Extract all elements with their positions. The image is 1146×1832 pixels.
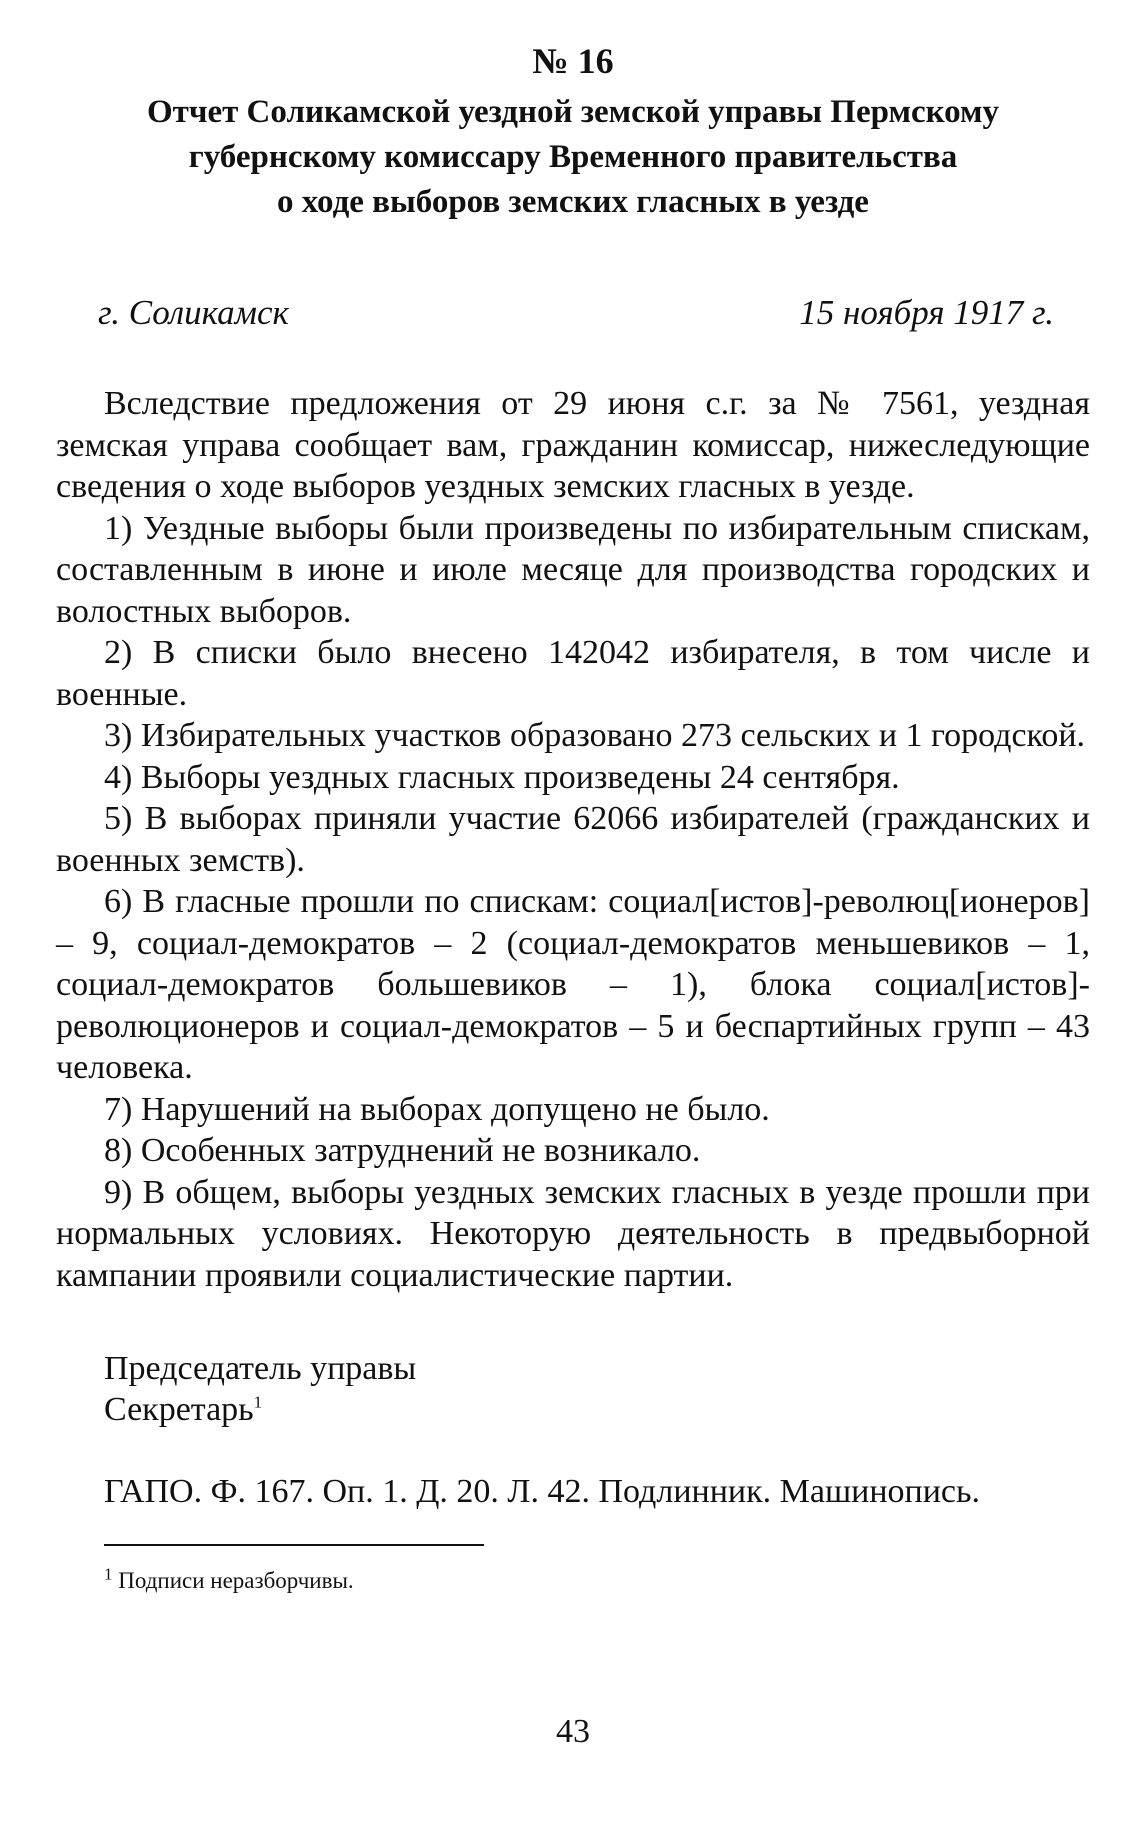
footnote-text: Подписи неразборчивы. — [118, 1568, 354, 1593]
body-paragraph: 3) Избирательных участков образовано 273 сельских и 1 городской. — [104, 717, 1086, 754]
footnote — [56, 1566, 1090, 1596]
footnote-mark: 1 — [104, 1564, 113, 1584]
secretary-signature: Секретарь — [104, 1391, 254, 1428]
body-paragraph: 7) Нарушений на выборах допущено не было. — [104, 1090, 770, 1128]
document-title-line: губернскому комиссару Временного правительства — [188, 139, 958, 175]
body-paragraph: Вследствие предложения от 29 июня с.г. за № 7561, уездная земская управа сообщает вам, гражданин комиссар, нижеследующие сведения о ходе выборов уездных земских гласных в уезде. — [56, 385, 1090, 505]
body-paragraph: 1) Уездные выборы были произведены по избирательным спискам, составленным в июне и июле месяце для производства городских и волостных выборов. — [56, 509, 1090, 630]
body-paragraph: 6) В гласные прошли по спискам: социал[истов]-революц[ионеров] – 9, социал-демократов – 2 (социал-демократов меньшевиков – 1, социал-демократов большевиков – 1), блока социал[истов]-революционеров и социал-демократов – 5 и беспартийных групп – 43 человека. — [56, 883, 1090, 1086]
document-title — [56, 90, 1090, 225]
document-title-line: Отчет Соликамской уездной земской управы Пермскому — [146, 94, 1000, 130]
page-number: 43 — [556, 1713, 590, 1750]
footnote-reference: 1 — [253, 1392, 263, 1412]
body-paragraph: 9) В общем, выборы уездных земских гласных в уезде прошли при нормальных условиях. Некоторую деятельность в предвыборной кампании проявили социалистические партии. — [56, 1173, 1090, 1294]
place-date-line — [56, 293, 1090, 333]
footnote-divider — [104, 1544, 484, 1546]
document-date: 15 ноября 1917 г. — [799, 293, 1054, 332]
chairman-signature: Председатель управы — [104, 1350, 417, 1387]
archive-reference: ГАПО. Ф. 167. Оп. 1. Д. 20. Л. 42. Подлинник. Машинопись. — [104, 1473, 980, 1510]
body-paragraph: 8) Особенных затруднений не возникало. — [104, 1132, 701, 1169]
document-title-line: о ходе выборов земских гласных в уезде — [277, 184, 869, 220]
document-number: № 16 — [532, 41, 614, 81]
document-place: г. Соликамск — [98, 293, 289, 332]
body-paragraph: 5) В выборах приняли участие 62066 избирателей (гражданских и военных земств). — [56, 800, 1090, 879]
body-paragraph: 4) Выборы уездных гласных произведены 24 сентября. — [104, 758, 900, 796]
secretary-signature-line — [104, 1389, 1090, 1430]
signature-block — [56, 1348, 1090, 1430]
body-paragraph: 2) В списки было внесено 142042 избирателя, в том числе и военные. — [56, 634, 1090, 713]
document-page — [56, 40, 1090, 1596]
document-body — [56, 383, 1090, 1296]
